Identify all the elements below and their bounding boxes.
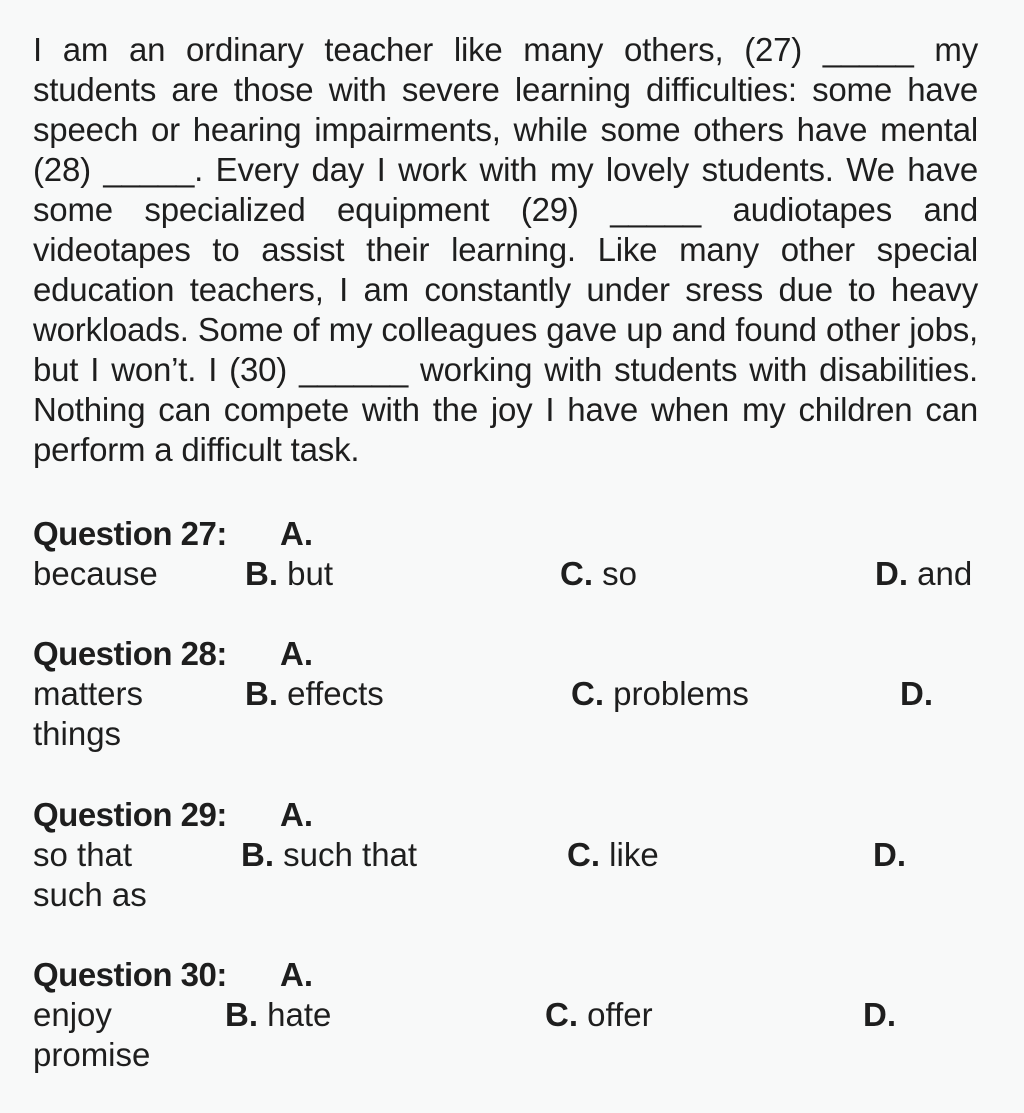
option-c-text: offer xyxy=(578,996,653,1033)
option-b-letter: B. xyxy=(245,675,278,712)
option-a-letter: A. xyxy=(280,956,313,993)
option-c-text: problems xyxy=(604,675,749,712)
option-b-text: hate xyxy=(258,996,332,1033)
option-c-letter: C. xyxy=(567,836,600,873)
option-c-letter: C. xyxy=(545,996,578,1033)
option-c[interactable] xyxy=(545,995,653,1035)
option-b-text: but xyxy=(278,555,334,592)
option-b-letter: B. xyxy=(241,836,274,873)
blank-27: _____ xyxy=(822,31,914,68)
option-d[interactable] xyxy=(863,995,896,1035)
option-a-text[interactable]: so that xyxy=(33,836,133,873)
option-c-text: so xyxy=(593,555,638,592)
question-label: Question 27: xyxy=(33,515,227,552)
question-30 xyxy=(33,955,993,1075)
option-d-text[interactable]: promise xyxy=(33,1036,151,1073)
option-d-text[interactable]: things xyxy=(33,715,122,752)
question-label: Question 28: xyxy=(33,635,227,672)
option-c[interactable] xyxy=(560,554,637,594)
blank-28: _____ xyxy=(103,151,195,188)
option-d-letter: D. xyxy=(873,836,906,873)
option-c-text: like xyxy=(600,836,659,873)
reading-passage xyxy=(33,30,978,470)
option-c[interactable] xyxy=(571,674,749,714)
option-a-text[interactable]: enjoy xyxy=(33,996,112,1033)
passage-text-4: audiotapes and videotapes to assist their learning. Like many other special education teachers, I am constantly under sress due to heavy workloads. Some of my colleagues gave up and found other jobs, but I won’t. I (30) xyxy=(33,191,978,388)
option-c-letter: C. xyxy=(571,675,604,712)
option-d[interactable] xyxy=(900,674,933,714)
option-b[interactable] xyxy=(225,995,331,1035)
option-a-letter: A. xyxy=(280,796,313,833)
blank-30: ______ xyxy=(299,351,408,388)
option-a-text[interactable]: matters xyxy=(33,675,144,712)
option-b-letter: B. xyxy=(245,555,278,592)
option-c[interactable] xyxy=(567,835,659,875)
option-b[interactable] xyxy=(245,554,333,594)
option-d-letter: D. xyxy=(900,675,933,712)
option-a-letter: A. xyxy=(280,635,313,672)
option-d-letter: D. xyxy=(863,996,896,1033)
option-d[interactable] xyxy=(873,835,906,875)
question-label: Question 29: xyxy=(33,796,227,833)
question-27 xyxy=(33,514,993,594)
option-b-text: effects xyxy=(278,675,384,712)
option-b-text: such that xyxy=(274,836,418,873)
option-a-letter: A. xyxy=(280,515,313,552)
option-d-letter: D. xyxy=(875,555,908,592)
option-c-letter: C. xyxy=(560,555,593,592)
option-b-letter: B. xyxy=(225,996,258,1033)
blank-29: _____ xyxy=(610,191,702,228)
question-29 xyxy=(33,795,993,915)
option-b[interactable] xyxy=(241,835,417,875)
option-b[interactable] xyxy=(245,674,384,714)
question-28 xyxy=(33,634,993,754)
passage-text-2: my students are those with severe learning difficulties: some have speech or hearing impairments, while some others have mental (28) xyxy=(33,31,978,188)
option-d[interactable] xyxy=(875,554,972,594)
question-label: Question 30: xyxy=(33,956,227,993)
option-d-text: and xyxy=(908,555,973,592)
option-a-text[interactable]: because xyxy=(33,555,158,592)
option-d-text[interactable]: such as xyxy=(33,876,147,913)
passage-text-5: working with students with disabilities. Nothing can compete with the joy I have when my children can perform a difficult task. xyxy=(33,351,978,468)
passage-text-3: . Every day I work with my lovely students. We have some specialized equipment (29) xyxy=(33,151,978,228)
passage-text-1: I am an ordinary teacher like many others, (27) xyxy=(33,31,823,68)
